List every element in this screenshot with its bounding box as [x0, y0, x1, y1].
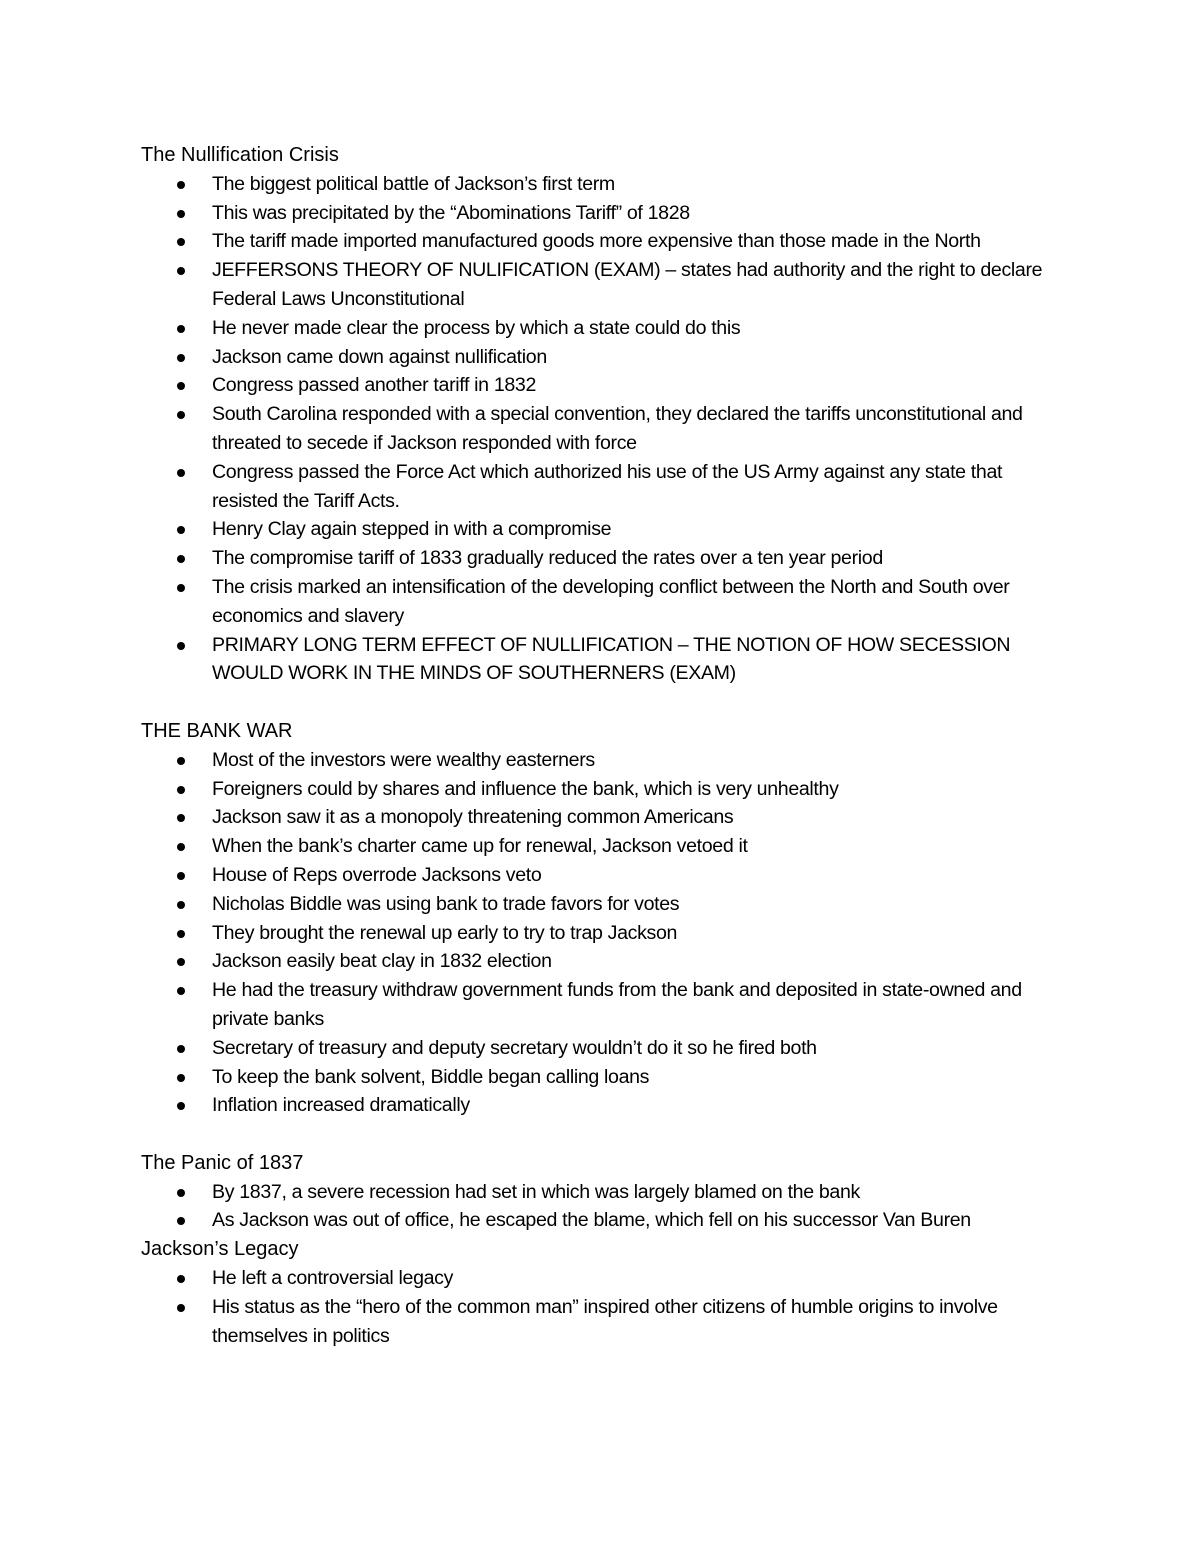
list-item: [141, 1063, 1071, 1092]
list-item: [141, 861, 1071, 890]
section-panic-of-1837: [141, 1149, 1071, 1235]
list-item-text: Jackson saw it as a monopoly threatening common Americans: [212, 806, 734, 829]
bullet-list: [141, 170, 1071, 688]
list-item: [141, 314, 1071, 343]
list-item: [141, 371, 1071, 400]
list-item-text: He never made clear the process by which a state could do this: [212, 316, 741, 339]
list-item-text: Most of the investors were wealthy easterners: [212, 748, 595, 771]
list-item: [141, 256, 1071, 314]
list-item: [141, 458, 1071, 516]
section-jacksons-legacy: [141, 1235, 1071, 1350]
list-item-text: Nicholas Biddle was using bank to trade favors for votes: [212, 892, 680, 915]
bullet-list: [141, 1264, 1071, 1350]
list-item-text: His status as the “hero of the common man” inspired other citizens of humble origins to involve themselves in politics: [212, 1295, 998, 1347]
bullet-icon: [177, 181, 185, 189]
list-item: [141, 544, 1071, 573]
bullet-icon: [177, 1189, 185, 1197]
list-item-text: The tariff made imported manufactured goods more expensive than those made in the North: [212, 230, 981, 253]
document-page: [141, 141, 1071, 1350]
list-item: [141, 1264, 1071, 1293]
section-heading: Jackson’s Legacy: [141, 1238, 299, 1261]
bullet-icon: [177, 901, 185, 909]
section-bank-war: [141, 717, 1071, 1120]
bullet-icon: [177, 584, 185, 592]
list-item-text: To keep the bank solvent, Biddle began calling loans: [212, 1065, 650, 1088]
list-item-text: House of Reps overrode Jacksons veto: [212, 863, 542, 886]
list-item: [141, 573, 1071, 631]
list-item: [141, 1091, 1071, 1120]
list-item: [141, 631, 1071, 689]
list-item: [141, 1206, 1071, 1235]
list-item: [141, 343, 1071, 372]
bullet-icon: [177, 526, 185, 534]
list-item-text: South Carolina responded with a special convention, they declared the tariffs unconstitutional and threated to secede if Jackson responded with force: [212, 403, 1023, 454]
list-item: [141, 400, 1071, 458]
section-heading: THE BANK WAR: [141, 719, 293, 742]
list-item-text: They brought the renewal up early to try to trap Jackson: [212, 921, 678, 944]
list-item-text: Congress passed another tariff in 1832: [212, 374, 537, 397]
list-item-text: The biggest political battle of Jackson’s first term: [212, 172, 615, 195]
list-item-text: As Jackson was out of office, he escaped the blame, which fell on his successor Van Buren: [212, 1209, 971, 1232]
list-item-text: Congress passed the Force Act which authorized his use of the US Army against any state that resisted the Tariff Acts.: [212, 460, 1003, 512]
bullet-icon: [177, 843, 185, 851]
list-item-text: The crisis marked an intensification of the developing conflict between the North and South over economics and slavery: [212, 575, 1010, 627]
list-item: [141, 1293, 1071, 1351]
list-item-text: When the bank’s charter came up for renewal, Jackson vetoed it: [212, 835, 748, 858]
list-item-text: The compromise tariff of 1833 gradually reduced the rates over a ten year period: [212, 547, 883, 570]
bullet-icon: [177, 382, 185, 390]
section-nullification-crisis: [141, 141, 1071, 688]
list-item: [141, 227, 1071, 256]
list-item: [141, 170, 1071, 199]
bullet-icon: [177, 354, 185, 362]
bullet-icon: [177, 1102, 185, 1110]
list-item-text: Jackson easily beat clay in 1832 election: [212, 950, 552, 973]
list-item: [141, 1034, 1071, 1063]
section-heading: The Panic of 1837: [141, 1151, 304, 1174]
bullet-icon: [177, 1275, 185, 1283]
list-item-text: He had the treasury withdraw government funds from the bank and deposited in state-owned and private banks: [212, 979, 1022, 1030]
list-item-text: This was precipitated by the “Abominations Tariff” of 1828: [212, 201, 690, 224]
bullet-icon: [177, 642, 185, 650]
list-item: [141, 947, 1071, 976]
list-item: [141, 1178, 1071, 1207]
section-spacer: [141, 1120, 1071, 1149]
list-item: [141, 890, 1071, 919]
bullet-list: [141, 746, 1071, 1120]
bullet-icon: [177, 267, 185, 275]
list-item: [141, 775, 1071, 804]
list-item-text: Inflation increased dramatically: [212, 1094, 470, 1117]
bullet-icon: [177, 1304, 185, 1312]
bullet-icon: [177, 238, 185, 246]
bullet-icon: [177, 930, 185, 938]
bullet-icon: [177, 1074, 185, 1082]
list-item: [141, 832, 1071, 861]
bullet-icon: [177, 872, 185, 880]
list-item: [141, 199, 1071, 228]
list-item-text: By 1837, a severe recession had set in which was largely blamed on the bank: [212, 1180, 860, 1203]
bullet-icon: [177, 1217, 185, 1225]
list-item-text: Jackson came down against nullification: [212, 345, 547, 368]
bullet-icon: [177, 814, 185, 822]
list-item-text: He left a controversial legacy: [212, 1267, 454, 1290]
bullet-icon: [177, 786, 185, 794]
list-item-text: Secretary of treasury and deputy secretary wouldn’t do it so he fired both: [212, 1036, 817, 1059]
list-item-text: JEFFERSONS THEORY OF NULIFICATION (EXAM) – states had authority and the right to declare Federal Laws Unconstitutional: [212, 259, 1043, 310]
list-item: [141, 746, 1071, 775]
list-item: [141, 515, 1071, 544]
bullet-icon: [177, 469, 185, 477]
section-heading: The Nullification Crisis: [141, 144, 339, 166]
bullet-icon: [177, 210, 185, 218]
bullet-icon: [177, 555, 185, 563]
list-item-text: Henry Clay again stepped in with a compromise: [212, 518, 612, 541]
bullet-icon: [177, 325, 185, 333]
bullet-icon: [177, 987, 185, 995]
bullet-icon: [177, 1045, 185, 1053]
list-item: [141, 803, 1071, 832]
list-item: [141, 976, 1071, 1034]
bullet-icon: [177, 958, 185, 966]
section-spacer: [141, 688, 1071, 717]
bullet-list: [141, 1178, 1071, 1236]
bullet-icon: [177, 757, 185, 765]
list-item: [141, 919, 1071, 948]
list-item-text: Foreigners could by shares and influence the bank, which is very unhealthy: [212, 777, 839, 800]
bullet-icon: [177, 411, 185, 419]
list-item-text: PRIMARY LONG TERM EFFECT OF NULLIFICATION – THE NOTION OF HOW SECESSION WOULD WORK IN THE MINDS OF SOUTHERNERS (EXAM): [212, 633, 1011, 685]
